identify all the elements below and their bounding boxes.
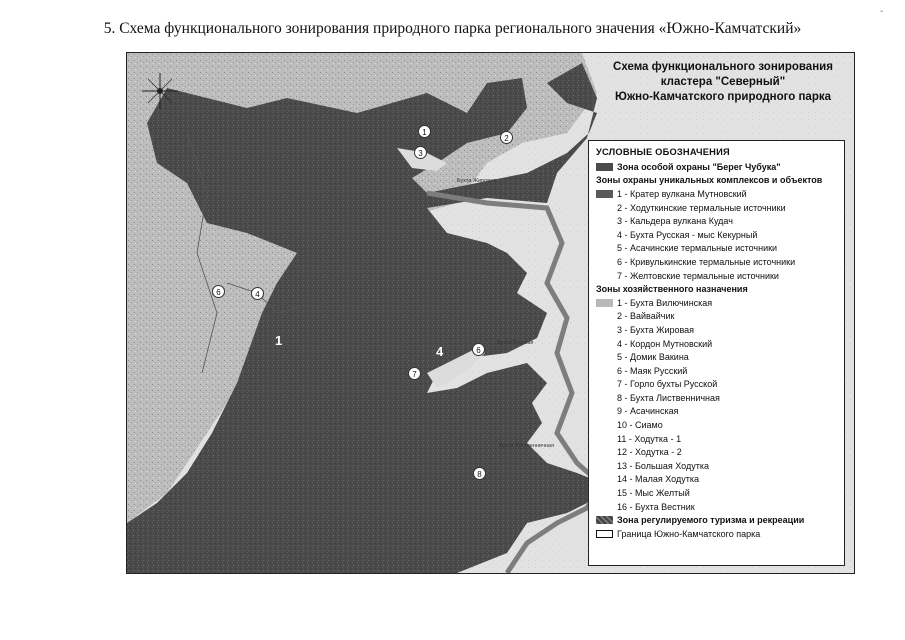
legend-item: [596, 255, 838, 269]
legend-label: 7 - Желтовские термальные источники: [617, 270, 779, 281]
legend-label: 8 - Бухта Лиственничная: [617, 392, 720, 403]
map-title-line: кластера "Северный": [660, 76, 786, 88]
legend-item: [596, 364, 838, 378]
swatch-light: [596, 299, 613, 307]
legend-item: [596, 269, 838, 283]
legend-item: [596, 445, 838, 459]
legend-item: [596, 391, 838, 405]
map-marker: 7: [408, 367, 421, 380]
legend-item: [596, 405, 838, 419]
legend-label: 1 - Бухта Вилючинская: [617, 297, 713, 308]
legend-label: 4 - Кордон Мутновский: [617, 338, 713, 349]
map-marker: 8: [473, 467, 486, 480]
map-marker: 2: [500, 131, 513, 144]
legend-item: [596, 337, 838, 351]
legend-label: 16 - Бухта Вестник: [617, 501, 695, 512]
map-marker: 3: [414, 146, 427, 159]
legend-label: 15 - Мыс Желтый: [617, 488, 690, 499]
legend-item: [596, 432, 838, 446]
legend-special-zone: [596, 160, 838, 174]
legend-item: [596, 473, 838, 487]
legend-label: Зона особой охраны "Берег Чубука": [617, 161, 781, 172]
legend-label: 6 - Маяк Русский: [617, 365, 688, 376]
legend-label: 6 - Кривулькинские термальные источники: [617, 256, 796, 267]
legend-econ-heading: Зоны хозяйственного назначения: [596, 284, 748, 295]
map-title-line: Южно-Камчатского природного парка: [614, 91, 832, 103]
place-label: Бухта Лиственничная: [499, 443, 554, 449]
map-marker: 4: [251, 287, 264, 300]
map-marker: 6: [472, 343, 485, 356]
legend-label: Зона регулируемого туризма и рекреации: [617, 515, 805, 526]
legend-item: [596, 310, 838, 324]
legend-item: [596, 214, 838, 228]
legend-heading: УСЛОВНЫЕ ОБОЗНАЧЕНИЯ: [596, 147, 730, 157]
swatch-mid: [596, 190, 613, 198]
swatch-border: [596, 530, 613, 538]
zone-label: 4: [436, 344, 444, 359]
legend-label: 2 - Ходуткинские термальные источники: [617, 202, 786, 213]
legend-item: [596, 486, 838, 500]
swatch-dark: [596, 163, 613, 171]
legend-label: 5 - Асачинские термальные источники: [617, 243, 778, 254]
map-marker: 1: [418, 125, 431, 138]
swatch-hatch: [596, 516, 613, 524]
legend-label: 3 - Бухта Жировая: [617, 324, 695, 335]
map-title: [598, 60, 848, 105]
legend-label: 1 - Кратер вулкана Мутновский: [617, 188, 747, 199]
page-title: 5. Схема функционального зонирования природного парка регионального значения «Южно-Камчатский»: [103, 20, 802, 37]
place-label: Бухта Жировая: [457, 178, 497, 184]
legend-item: [596, 187, 838, 201]
legend-label: Граница Южно-Камчатского парка: [617, 528, 761, 539]
map-title-line: Схема функционального зонирования: [613, 61, 833, 73]
legend-item: [596, 296, 838, 310]
legend-label: 10 - Сиамо: [617, 420, 663, 431]
zone-label: 1: [275, 333, 283, 348]
legend-label: 4 - Бухта Русская - мыс Кекурный: [617, 229, 758, 240]
legend-label: 11 - Ходутка - 1: [617, 433, 682, 444]
legend-label: 2 - Вайвайчик: [617, 311, 675, 322]
legend-item: [596, 242, 838, 256]
legend-label: 13 - Большая Ходутка: [617, 460, 709, 471]
legend-label: 14 - Малая Ходутка: [617, 474, 699, 485]
legend-label: 12 - Ходутка - 2: [617, 447, 682, 458]
legend-item: [596, 201, 838, 215]
legend-item: [596, 418, 838, 432]
legend-unique-heading: Зоны охраны уникальных комплексов и объектов: [596, 175, 823, 186]
place-label: Бухта Русская: [497, 340, 534, 346]
legend-item: [596, 350, 838, 364]
legend-label: 7 - Горло бухты Русской: [617, 379, 718, 390]
legend-panel: [588, 140, 845, 566]
legend-item: [596, 228, 838, 242]
map-marker: 6: [212, 285, 225, 298]
legend-item: [596, 378, 838, 392]
legend-label: 5 - Домик Вакина: [617, 352, 689, 363]
legend-item: [596, 459, 838, 473]
legend-item: [596, 323, 838, 337]
legend-park-border: [596, 527, 838, 541]
legend-label: 3 - Кальдера вулкана Кудач: [617, 216, 733, 227]
legend-tourism-zone: [596, 513, 838, 527]
legend-item: [596, 500, 838, 514]
corner-mark: -: [880, 6, 884, 17]
legend-label: 9 - Асачинская: [617, 406, 679, 417]
